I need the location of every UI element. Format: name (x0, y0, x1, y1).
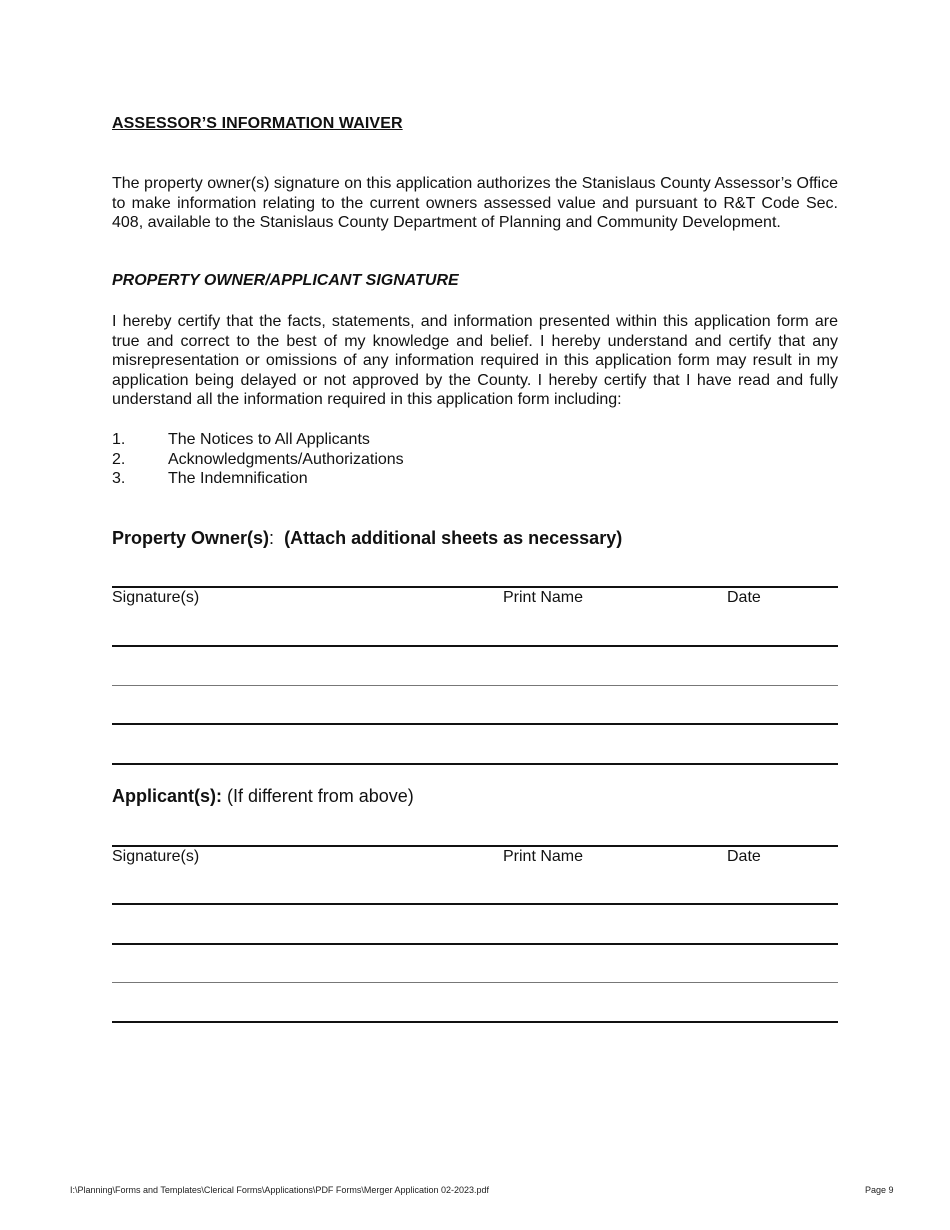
list-item-number: 3. (112, 470, 126, 488)
list-item (112, 469, 404, 489)
applicants-heading (112, 786, 414, 807)
owner-signature-line[interactable] (112, 723, 838, 725)
list-item-label: The Notices to All Applicants (168, 431, 370, 448)
footer-file-path: I:\Planning\Forms and Templates\Clerical Forms\Applications\PDF Forms\Merger Application 02-2023.pdf (70, 1185, 490, 1195)
applicant-date-column-label: Date (727, 848, 761, 865)
list-item-label: Acknowledgments/Authorizations (168, 450, 404, 468)
footer-page-number: Page 9 (865, 1185, 894, 1195)
list-item-label: The Indemnification (168, 470, 308, 488)
owner-date-column-label: Date (727, 589, 761, 606)
list-item-number: 2. (112, 450, 126, 468)
signature-section-heading: PROPERTY OWNER/APPLICANT SIGNATURE (112, 272, 459, 289)
applicant-signature-line[interactable] (112, 903, 838, 905)
owner-signature-line[interactable] (112, 586, 838, 588)
applicant-signature-line[interactable] (112, 845, 838, 847)
owner-signature-column-label: Signature(s) (112, 589, 200, 606)
owners-heading-note: (Attach additional sheets as necessary) (284, 528, 623, 548)
owner-signature-line[interactable] (112, 685, 838, 686)
owners-heading-label: Property Owner(s) (112, 528, 270, 548)
waiver-paragraph: The property owner(s) signature on this application authorizes the Stanislaus County Assessor’s Office to make information relating to the current owners assessed value and pursuant to R&T Code Sec. 408, available to the Stanislaus County Department of Planning and Community Development. (112, 175, 838, 232)
certification-paragraph: I hereby certify that the facts, statements, and information presented within this application form are true and correct to the best of my knowledge and belief. I hereby understand and certify that any misrepresentation or omissions of any information required in this application form may result in my application being delayed or not approved by the County. I hereby certify that I have read and fully understand all the information required in this application form including: (112, 313, 838, 409)
list-item (112, 450, 404, 470)
applicant-signature-line[interactable] (112, 982, 838, 983)
waiver-heading: ASSESSOR’S INFORMATION WAIVER (112, 115, 403, 132)
applicant-signature-line[interactable] (112, 943, 838, 945)
owner-print-name-column-label: Print Name (503, 589, 584, 606)
owner-signature-line[interactable] (112, 763, 838, 765)
owners-heading-colon: : (269, 528, 275, 548)
owners-heading (112, 528, 622, 549)
owner-signature-line[interactable] (112, 645, 838, 647)
applicants-heading-note: (If different from above) (227, 786, 414, 806)
applicants-heading-label: Applicant(s): (112, 786, 222, 806)
applicant-signature-line[interactable] (112, 1021, 838, 1023)
applicant-print-name-column-label: Print Name (503, 848, 584, 865)
applicant-signature-column-label: Signature(s) (112, 848, 200, 865)
list-item (112, 430, 404, 450)
acknowledgment-list (112, 430, 404, 489)
list-item-number: 1. (112, 431, 126, 448)
